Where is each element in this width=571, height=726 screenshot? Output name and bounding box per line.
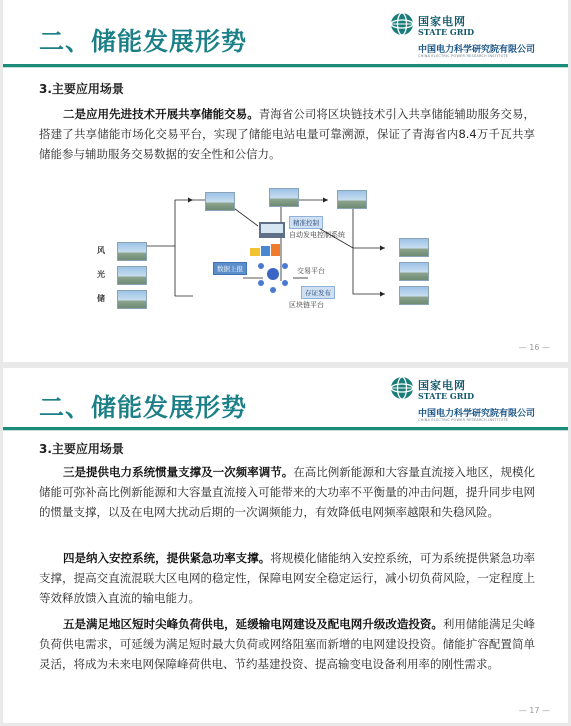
paragraph (39, 548, 535, 608)
logo-institute-en: CHINA ELECTRIC POWER RESEARCH INSTITUTE (418, 54, 509, 58)
logo-en: STATE GRID (418, 391, 475, 401)
side-label-solar: 光 (97, 270, 105, 279)
paragraph-lead: 二是应用先进技术开展共享储能交易。 (63, 107, 259, 121)
page-16 (3, 0, 568, 362)
wind-farm-image (117, 242, 147, 261)
storage-station-image (117, 290, 147, 309)
paragraph (39, 614, 535, 674)
substation-image (337, 190, 367, 209)
page-17 (3, 368, 568, 723)
blockchain-platform-label: 区块链平台 (289, 301, 324, 309)
evidence-publish-label: 存证发布 (301, 286, 335, 299)
substation-image (269, 188, 299, 207)
storage-station-image (399, 286, 429, 305)
blockchain-trade-diagram (93, 186, 463, 314)
paragraph-body: 将规模化储能纳入安控系统，可为系统提供紧急功率支撑，提高交直流混联大区电网的稳定性，保障电网安全稳定运行，减小切负荷风险，一定程度上等效释放馈入直流的输电能力。 (39, 551, 536, 605)
section-heading: 3.主要应用场景 (39, 442, 124, 456)
paragraph-body: 青海省公司将区块链技术引入共享储能辅助服务交易，搭建了共享储能市场化交易平台，实现了储能电站电量可靠溯源，保证了青海省内8.4万千瓦共享储能参与辅助服务交易数据的安全性和公信力。 (39, 107, 536, 161)
state-grid-emblem-icon (390, 376, 414, 400)
side-label-storage: 储 (97, 294, 105, 303)
paragraph-lead: 三是提供电力系统惯量支撑及一次频率调节。 (63, 465, 294, 479)
data-upload-label: 数据上报 (213, 262, 247, 275)
precise-control-label: 精准控制 (289, 216, 323, 229)
logo-institute: 中国电力科学研究院有限公司 (418, 45, 536, 55)
paragraph-body: 在高比例新能源和大容量直流接入地区，规模化储能可弥补高比例新能源和大容量直流接入可能带来的大功率不平衡量的冲击问题，提升同步电网的惯量支撑，以及在电网大扰动后期的一次调频能力，有效降低电网频率越限和失稳风险。 (39, 465, 535, 519)
page-title: 二、储能发展形势 (39, 27, 248, 56)
logo-cn: 国家电网 (418, 379, 466, 392)
paragraph-lead: 五是满足地区短时尖峰负荷供电，延缓输电网建设及配电网升级改造投资。 (63, 617, 443, 631)
wind-farm-image (399, 238, 429, 257)
state-grid-logo (390, 376, 560, 422)
paragraph (39, 462, 535, 522)
logo-en: STATE GRID (418, 27, 475, 37)
header-rule-thin (3, 67, 568, 68)
side-label-wind: 风 (97, 246, 105, 255)
page-number: — 17 — (518, 706, 550, 715)
section-heading: 3.主要应用场景 (39, 82, 124, 96)
state-grid-emblem-icon (390, 12, 414, 36)
paragraph-lead: 四是纳入安控系统，提供紧急功率支撑。 (63, 551, 271, 565)
solar-farm-image (399, 262, 429, 281)
page-number: — 16 — (518, 343, 550, 352)
logo-institute-en: CHINA ELECTRIC POWER RESEARCH INSTITUTE (418, 418, 509, 422)
page-title: 二、储能发展形势 (39, 393, 248, 422)
paragraph-body: 利用储能满足尖峰负荷供电需求，可延缓为满足短时最大负荷或网络阻塞而新增的电网建设投资。储能扩容配置简单灵活，将成为未来电网保障峰荷供电、节约基建投资、提高输变电设备利用率的刚性需求。 (39, 617, 536, 671)
trade-platform-label: 交易平台 (297, 267, 325, 275)
logo-institute: 中国电力科学研究院有限公司 (418, 409, 536, 419)
substation-image (205, 192, 235, 211)
state-grid-logo (390, 12, 560, 58)
solar-farm-image (117, 266, 147, 285)
paragraph (39, 104, 535, 164)
logo-cn: 国家电网 (418, 15, 466, 28)
control-system-label: 自动发电控制系统 (289, 231, 345, 239)
header-rule-thin (3, 430, 568, 431)
